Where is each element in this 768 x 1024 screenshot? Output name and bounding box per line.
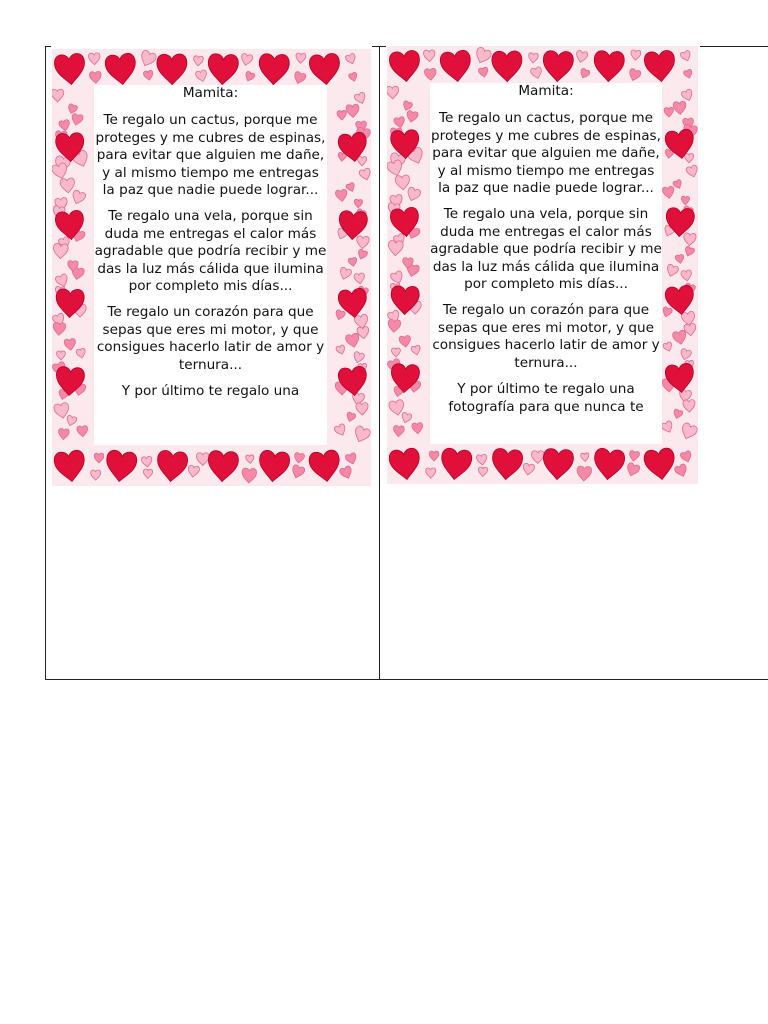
paragraph: Te regalo un corazón para que sepas que eres mi motor, y que consigues hacerlo latir de amor y ternura... [432,302,660,371]
table-bottom-border [45,679,768,680]
card-right [387,46,698,484]
paragraph: Te regalo un corazón para que sepas que eres mi motor, y que consigues hacerlo latir de amor y ternura... [96,304,325,373]
card-text [94,85,327,445]
paragraph: Y por último te regalo una fotografía para que nunca te [448,381,644,415]
paragraph: Te regalo un cactus, porque me proteges y me cubres de espinas, para evitar que alguien me dañe, y al mismo tiempo me entregas la paz que nadie puede lograr... [431,110,661,197]
paragraph: Y por último te regalo una [121,383,300,400]
table-middle-divider [379,46,380,680]
greeting: Mamita: [182,85,239,101]
table-left-border [45,46,46,680]
table-top-border-right [700,46,768,47]
table-middle-tick [372,46,386,47]
card-left [52,49,371,486]
paragraph: Te regalo un cactus, porque me proteges y me cubres de espinas, para evitar que alguien me dañe, y al mismo tiempo me entregas la paz que nadie puede lograr... [95,112,326,199]
card-text [430,83,662,444]
greeting: Mamita: [518,83,574,99]
paragraph: Te regalo una vela, porque sin duda me entregas el calor más agradable que podría recibir y me das la luz más cálida que ilumina por completo mis días... [94,208,327,295]
paragraph: Te regalo una vela, porque sin duda me entregas el calor más agradable que podría recibir y me das la luz más cálida que ilumina por completo mis días... [430,206,662,293]
